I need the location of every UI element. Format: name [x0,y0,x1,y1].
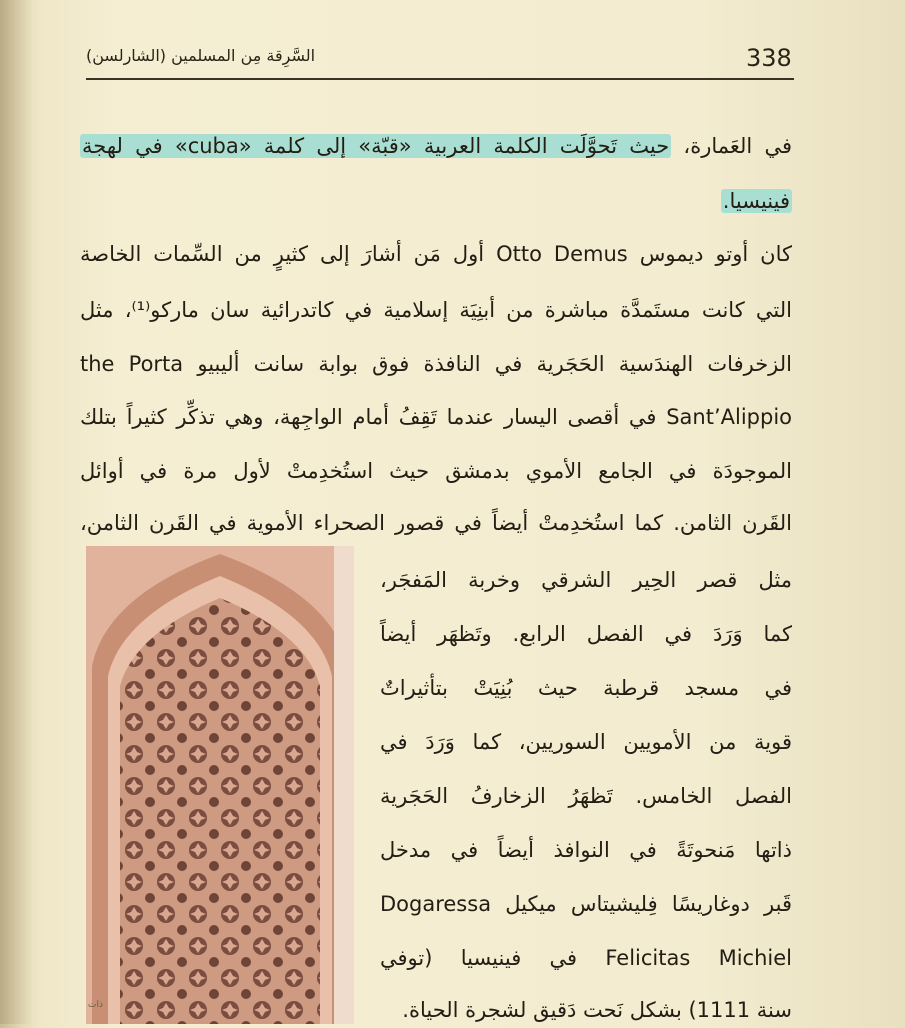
body-line-2 [80,183,792,219]
book-gutter [0,0,34,1024]
running-head: السَّرِقة مِن المسلمين (الشارلسن) [86,46,316,65]
body-line-1-text: في العَمارة، [671,134,792,158]
lattice-window-image [86,546,354,1024]
lattice-window-drawing [86,546,354,1024]
page-number: 338 [746,44,792,72]
highlighted-text: حيث تَحوَّلَت الكلمة العربية «قبّة» إلى كلمة «cuba» في لهجة [82,134,670,158]
highlighted-text-2: فينيسيا. [722,189,790,213]
body-line: Felicitas Michiel في فينيسيا (توفي [380,946,792,970]
body-line: الموجودَة في الجامع الأموي بدمشق حيث استُخدِمتْ لأول مرة في أوائل [80,459,792,483]
body-line: الزخرفات الهندَسية الحَجَرية في النافذة فوق بوابة سانت أليبيو the Porta [80,352,793,376]
header-rule [86,78,794,80]
body-line: الفصل الخامس. تَظهَرُ الزخارفُ الحَجَرية [380,784,792,808]
body-line: التي كانت مستَمدَّة مباشرة من أبنِيَة إسلامية في كاتدرائية سان ماركو⁽¹⁾، مثل [80,298,792,322]
body-line-1 [80,128,792,164]
body-line: كان أوتو ديموس Otto Demus أول مَن أشارَ إلى كثيرٍ من السِّمات الخاصة [80,242,792,266]
body-line: قَبر دوغاريسًا فِليشيتاس ميكيل Dogaressa [380,892,792,916]
body-line: مثل قصر الحِير الشرقي وخربة المَفجَر، [380,568,792,592]
body-line: في مسجد قرطبة حيث بُنِيَتْ بتأثيراتٌ [380,676,792,700]
body-line: سنة 1111) بشكل نَحت دَقيق لشجرة الحياة. [402,998,792,1022]
body-line: ذاتها مَنحوتَةً في النوافذ أيضاً في مدخل [380,838,792,862]
body-line: Sant’Alippio في أقصى اليسار عندما تَقِفُ أمام الواجِهة، وهي تذكِّر كثيراً بتلك [80,405,792,429]
figure-caption: ذات [88,1000,103,1010]
body-line: كما وَرَدَ في الفصل الرابع. وتَظهَر أيضاً [380,622,792,646]
body-line: قوية من الأمويين السوريين، كما وَرَدَ في [380,730,792,754]
body-line: القَرن الثامن. كما استُخدِمتْ أيضاً في قصور الصحراء الأموية في القَرن الثامن، [80,511,792,535]
